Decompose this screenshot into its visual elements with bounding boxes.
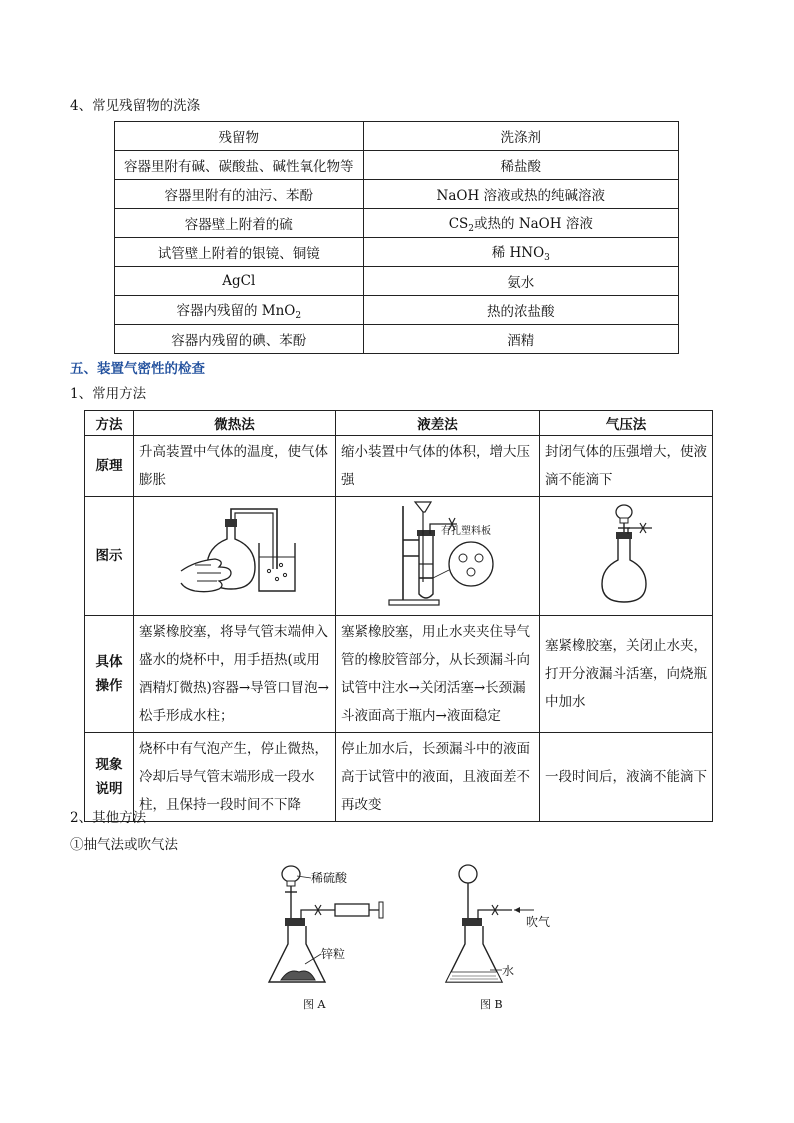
residue-cell: 容器内残留的碘、苯酚 (115, 325, 364, 354)
figure-a (255, 858, 395, 1018)
principle-pressure: 封闭气体的压强增大，使液滴不能滴下 (539, 436, 712, 497)
blow-air-label: 吹气 (526, 915, 551, 929)
header-liquid-difference: 液差法 (336, 411, 540, 436)
row-label-operation: 具体 操作 (85, 616, 134, 733)
phenomenon-pressure: 一段时间后，液滴不能滴下 (539, 733, 712, 822)
airtightness-table (84, 410, 713, 822)
header-residue: 残留物 (115, 122, 364, 151)
diagram-pressure (539, 497, 712, 616)
header-pressure: 气压法 (539, 411, 712, 436)
section5-title: 五、装置气密性的检查 (70, 361, 205, 377)
residue-table (114, 121, 679, 354)
operation-liquid-difference: 塞紧橡胶塞，用止水夹夹住导气管的橡胶管部分，从长颈漏斗向试管中注水→关闭活塞→长颈漏斗液面高于瓶内→液面稳定 (336, 616, 540, 733)
detergent-cell: 热的浓盐酸 (363, 296, 678, 325)
section4-title: 4、常见残留物的洗涤 (70, 98, 201, 114)
table-row (115, 151, 679, 180)
table-row (115, 296, 679, 325)
detergent-cell: 氨水 (363, 267, 678, 296)
figure-b (430, 858, 560, 1018)
residue-cell: 容器里附有碱、碳酸盐、碱性氧化物等 (115, 151, 364, 180)
table-row (115, 209, 679, 238)
detergent-cell: 稀盐酸 (363, 151, 678, 180)
perforated-plate-label: 有孔塑料板 (440, 526, 491, 537)
residue-cell: AgCl (115, 267, 364, 296)
suction-blow-heading: ①抽气法或吹气法 (70, 837, 178, 853)
table-row (115, 238, 679, 267)
dilute-sulfuric-acid-label: 稀硫酸 (311, 871, 348, 885)
phenomenon-liquid-difference: 停止加水后，长颈漏斗中的液面高于试管中的液面，且液面差不再改变 (336, 733, 540, 822)
detergent-cell: $CS_2$或热的 NaOH 溶液 (363, 209, 678, 238)
figure-b-caption: 图 B (480, 998, 503, 1011)
diagram-liquid-difference (336, 497, 540, 616)
row-label-principle: 原理 (85, 436, 134, 497)
other-methods-heading: 2、其他方法 (70, 810, 147, 826)
residue-cell: 试管壁上附着的银镜、铜镜 (115, 238, 364, 267)
table-row (115, 180, 679, 209)
water-label: 水 (502, 964, 515, 978)
detergent-cell: 稀 $HNO_3$ (363, 238, 678, 267)
principle-micro-heat: 升高装置中气体的温度，使气体膨胀 (134, 436, 336, 497)
row-label-diagram: 图示 (85, 497, 134, 616)
header-detergent: 洗涤剂 (363, 122, 678, 151)
residue-cell: 容器壁上附着的硫 (115, 209, 364, 238)
row-label-phenomenon: 现象 说明 (85, 733, 134, 822)
residue-cell: 容器内残留的 MnO$_2$ (115, 296, 364, 325)
operation-micro-heat: 塞紧橡胶塞，将导气管末端伸入盛水的烧杯中，用手捂热(或用酒精灯微热)容器→导管口冒泡→松手形成水柱； (134, 616, 336, 733)
table-row (115, 325, 679, 354)
detergent-cell: 酒精 (363, 325, 678, 354)
header-micro-heat: 微热法 (134, 411, 336, 436)
residue-cell: 容器里附有的油污、苯酚 (115, 180, 364, 209)
table-row (115, 267, 679, 296)
figure-a-caption: 图 A (303, 998, 326, 1011)
zinc-granules-label: 锌粒 (321, 947, 346, 961)
diagram-micro-heat (134, 497, 336, 616)
principle-liquid-difference: 缩小装置中气体的体积，增大压强 (336, 436, 540, 497)
header-method: 方法 (85, 411, 134, 436)
operation-pressure: 塞紧橡胶塞，关闭止水夹，打开分液漏斗活塞，向烧瓶中加水 (539, 616, 712, 733)
common-methods-heading: 1、常用方法 (70, 386, 147, 402)
detergent-cell: NaOH 溶液或热的纯碱溶液 (363, 180, 678, 209)
phenomenon-micro-heat: 烧杯中有气泡产生，停止微热，冷却后导气管末端形成一段水柱，且保持一段时间不下降 (134, 733, 336, 822)
